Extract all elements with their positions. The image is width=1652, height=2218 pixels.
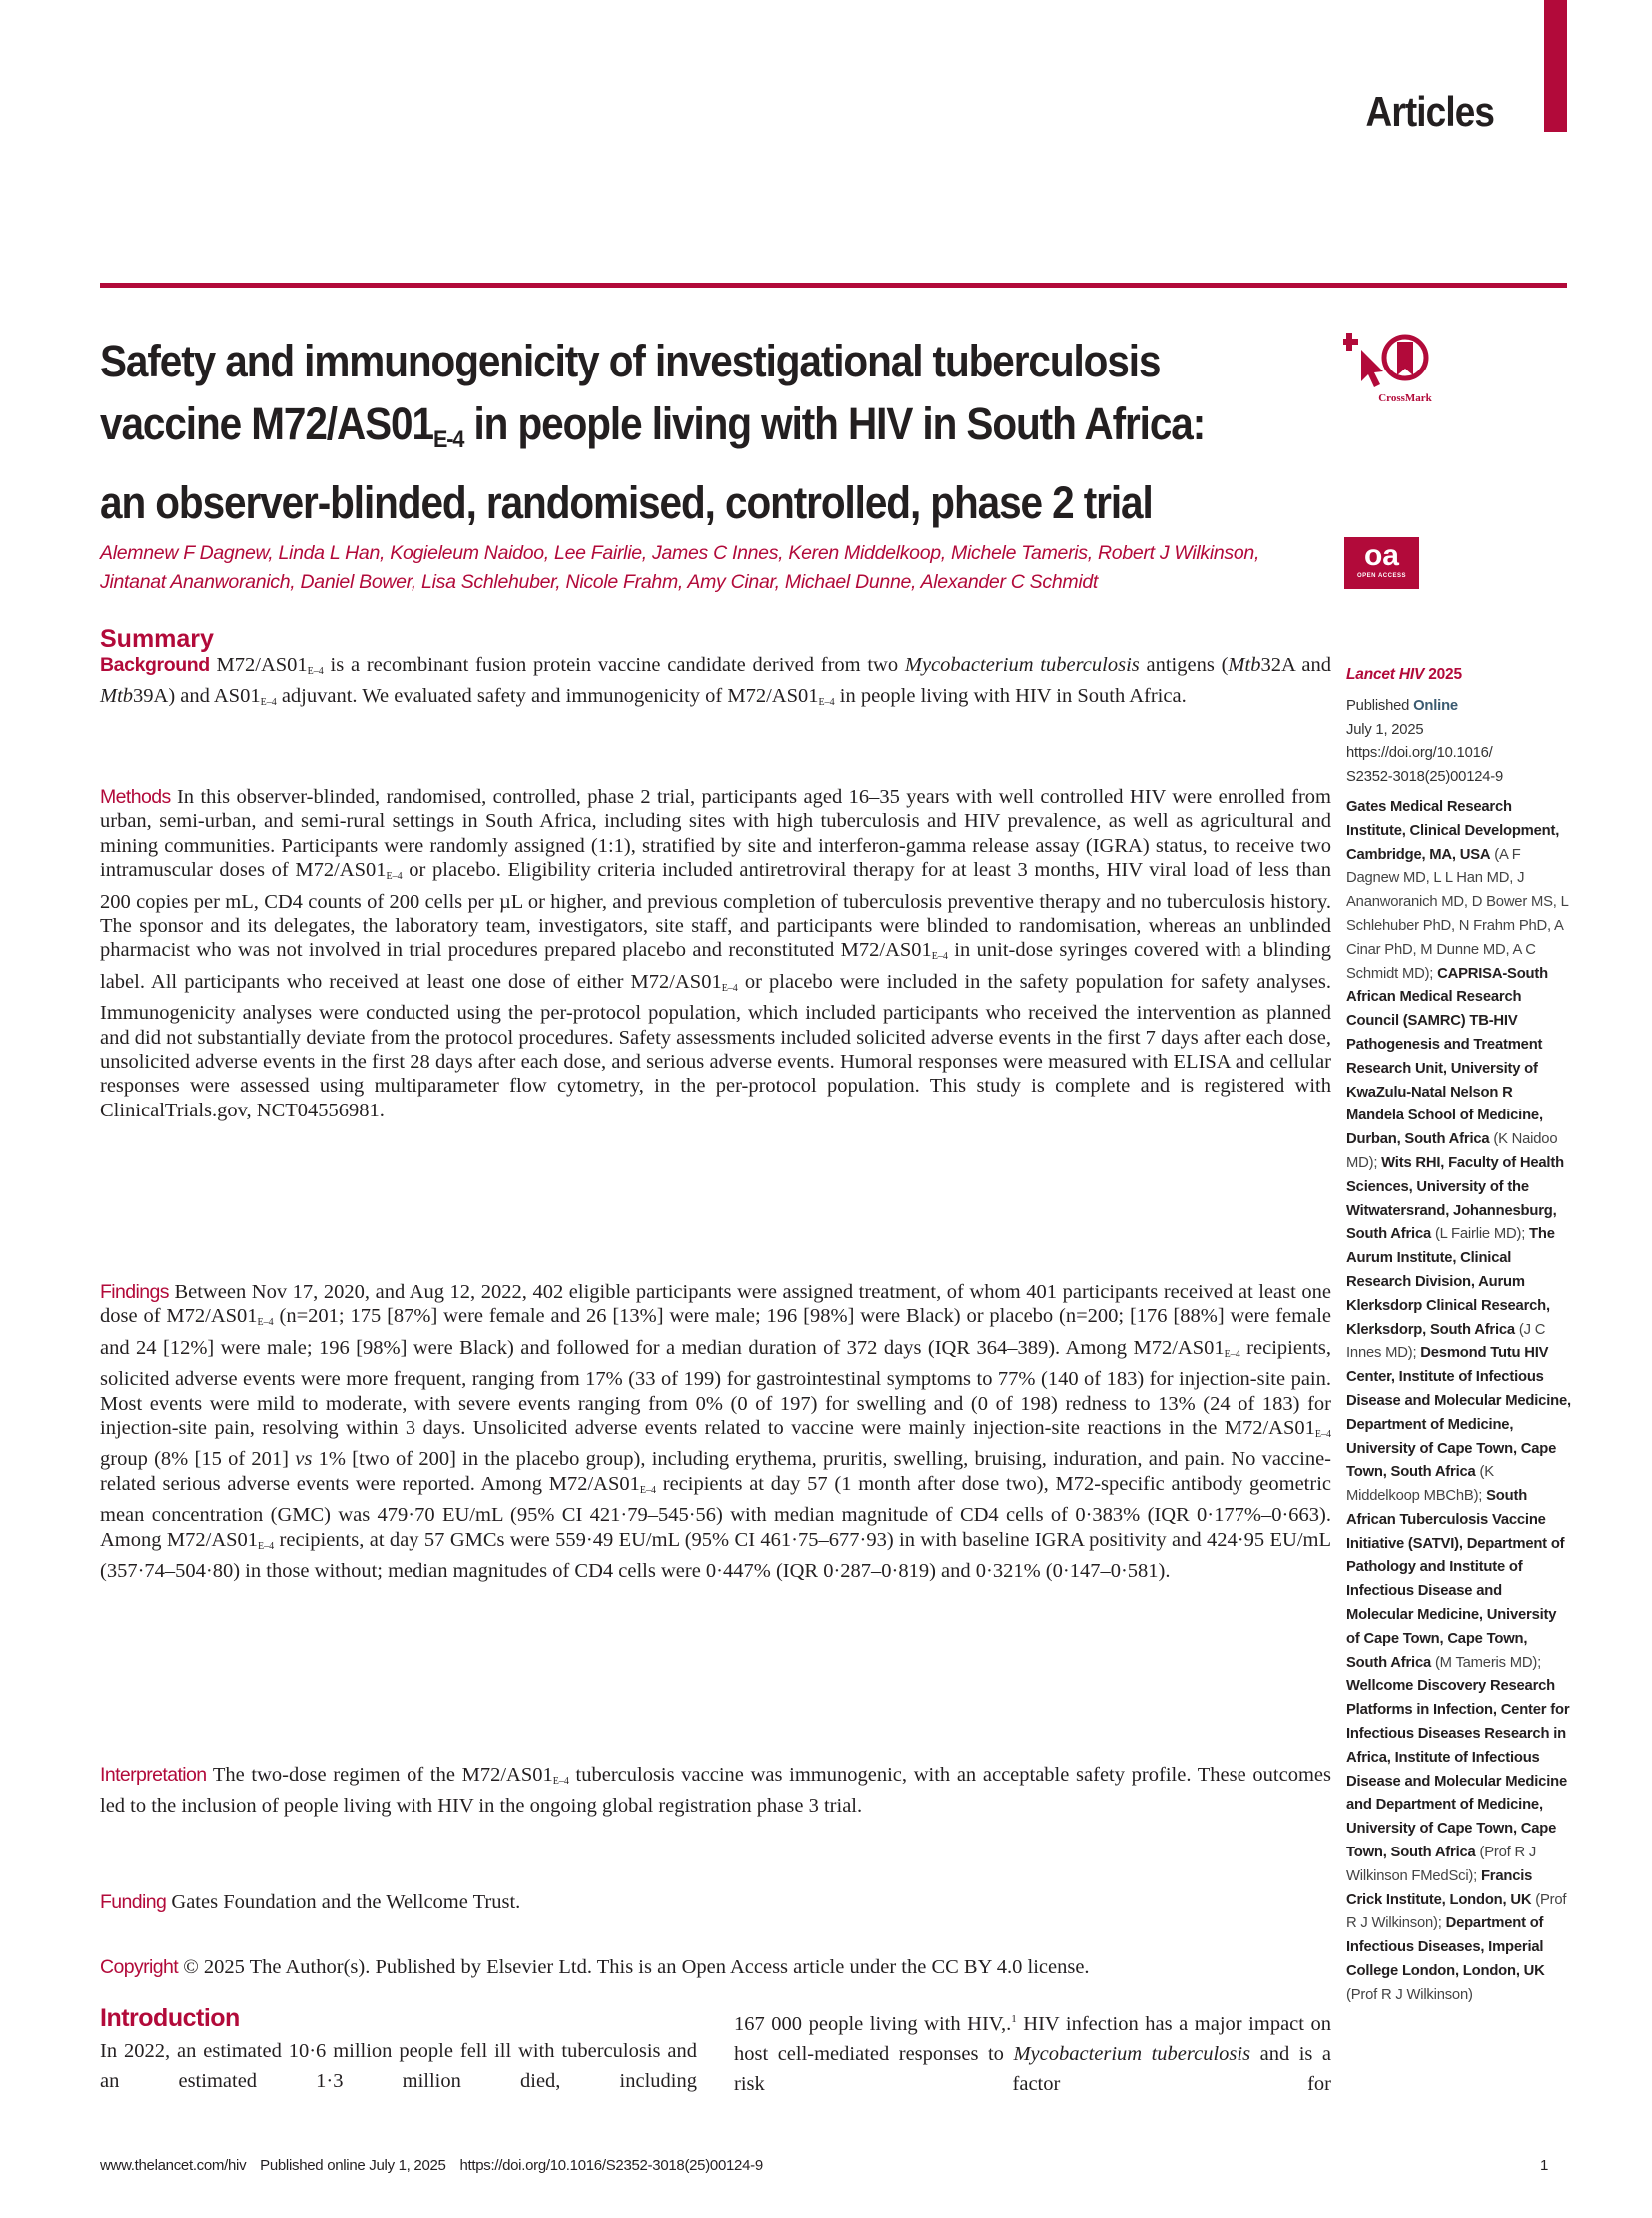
introduction-text-left: In 2022, an estimated 10·6 million people fell ill with tuberculosis and an estimated 1·3 million died, including — [100, 2040, 697, 2092]
crossmark-icon — [1343, 330, 1463, 409]
journal-website-link[interactable]: www.thelancet.com/hiv — [100, 2157, 247, 2174]
author-list: Alemnew F Dagnew, Linda L Han, Kogieleum Naidoo, Lee Fairlie, James C Innes, Keren Middelkoop, Michele Tameris, Robert J Wilkinson, Jintanat Ananworanich, Daniel Bower, Lisa Schlehuber, Nicole Frahm, Amy Cinar, Michael Dunne, Alexander C Schmidt — [100, 542, 1260, 593]
reference-link[interactable]: 1 — [1011, 2013, 1017, 2025]
article-title: Safety and immunogenicity of investigational tuberculosis vaccine $M72/AS01_{E-4}$ in people living with HIV in South Africa: an observer-blinded, randomised, controlled, phase 2 trial — [100, 336, 1206, 528]
affiliations: Gates Medical Research Institute, Clinical Development, Cambridge, MA, USA (A F Dagnew MD, L L Han MD, J Ananworanich MD, D Bower MS, L Schlehuber PhD, N Frahm PhD, A Cinar PhD, M Dunne MD, A C Schmidt MD); CAPRISA-South African Medical Research Council (SAMRC) TB-HIV Pathogenesis and Treatment Research Unit, University of KwaZulu-Natal Nelson R Mandela School of Medicine, Durban, South Africa (K Naidoo MD); Wits RHI, Faculty of Health Sciences, University of the Witwatersrand, Johannesburg, South Africa (L Fairlie MD); The Aurum Institute, Clinical Research Division, Aurum Klerksdorp Clinical Research, Klerksdorp, South Africa (J C Innes MD); Desmond Tutu HIV Center, Institute of Infectious Disease and Molecular Medicine, Department of Medicine, University of Cape Town, Cape Town, South Africa (K Middelkoop MBChB); South African Tuberculosis Vaccine Initiative (SATVI), Department of Pathology and Institute of Infectious Disease and Molecular Medicine, University of Cape Town, Cape Town, South Africa (M Tameris MD); Wellcome Discovery Research Platforms in Infection, Center for Infectious Diseases Research in Africa, Institute of Infectious Disease and Molecular Medicine and Department of Medicine, University of Cape Town, Cape Town, South Africa (Prof R J Wilkinson FMedSci); Francis Crick Institute, London, UK (Prof R J Wilkinson); Department of Infectious Diseases, Imperial College London, London, UK (Prof R J Wilkinson) — [1346, 798, 1571, 2003]
svg-text:CrossMark: CrossMark — [1378, 392, 1432, 404]
abstract-funding: Funding Gates Foundation and the Wellcome Trust. — [100, 1891, 521, 1913]
page-footer — [100, 2157, 1558, 2174]
abstract-copyright: Copyright © 2025 The Author(s). Published by Elsevier Ltd. This is an Open Access article under the CC BY 4.0 license. — [100, 1956, 1090, 1978]
journal-citation: Lancet HIV 2025 — [1346, 666, 1462, 683]
page-number: 1 — [1539, 2157, 1548, 2174]
introduction-heading: Introduction — [100, 2004, 240, 2032]
abstract-background: Background $M72/AS01_{E-4}$ is a recombinant fusion protein vaccine candidate derived from two Mycobacterium tuberculosis antigens (Mtb32A and Mtb39A) and $AS01_{E-4}$ adjuvant. We evaluated safety and immunogenicity of $M72/AS01_{E-4}$ in people living with HIV in South Africa. — [100, 654, 1331, 709]
abstract-findings: Findings Between Nov 17, 2020, and Aug 12, 2022, 402 eligible participants were assigned treatment, of whom 401 participants received at least one dose of $M72/AS01_{E-4}$ (n=201; 175 [87%] were female and 26 [13%] were male; 196 [98%] were Black) or placebo (n=200; [176 [88%] were female and 24 [12%] were male; 196 [98%] were Black) and followed for a median duration of 372 days (IQR 364–389). Among $M72/AS01_{E-4}$ recipients, solicited adverse events were more frequent, ranging from 17% (33 of 199) for gastrointestinal symptoms to 77% (140 of 183) for injection-site pain. Most events were mild to moderate, with severe events ranging from 0% (0 of 197) for swelling and (0 of 198) redness to 13% (24 of 183) for injection-site pain, resolving within 3 days. Unsolicited adverse events related to vaccine were mainly injection-site reactions in the $M72/AS01_{E-4}$ group (8% [15 of 201] vs 1% [two of 200] in the placebo group), including erythema, pruritis, swelling, bruising, induration, and pain. No vaccine-related serious adverse events were reported. Among $M72/AS01_{E-4}$ recipients at day 57 (1 month after dose two), M72-specific antibody geometric mean concentration (GMC) was 479·70 EU/mL (95% CI 421·79–545·56) with median magnitude of CD4 cells of 0·383% (IQR 0·177%–0·663). Among $M72/AS01_{E-4}$ recipients, at day 57 GMCs were 559·49 EU/mL (95% CI 461·75–677·93) in with baseline IGRA positivity and 424·95 EU/mL (357·74–504·80) in those without; median magnitudes of CD4 cells were 0·447% (IQR 0·287–0·819) and 0·321% (0·147–0·581). — [100, 1281, 1331, 1583]
section-color-tab — [1544, 0, 1567, 132]
section-label: Articles — [1365, 88, 1494, 135]
doi-link[interactable]: https://doi.org/10.1016/ S2352-3018(25)00124-9 — [1346, 745, 1504, 786]
summary-heading: Summary — [100, 625, 214, 653]
footer-doi-link[interactable]: https://doi.org/10.1016/S2352-3018(25)00124-9 — [459, 2157, 763, 2174]
crossmark-badge[interactable] — [1343, 330, 1463, 409]
open-access-badge: oa OPEN ACCESS — [1344, 537, 1419, 589]
article-sidebar — [1346, 663, 1571, 2008]
introduction-text-right: 167 000 people living with HIV,.$^1$ HIV infection has a major impact on host cell-mediated responses to Mycobacterium tuberculosis and is a risk factor for — [734, 2012, 1332, 2095]
open-access-icon: oa — [1363, 539, 1399, 572]
abstract-methods: Methods In this observer-blinded, randomised, controlled, phase 2 trial, participants aged 16–35 years with well controlled HIV were enrolled from urban, semi-urban, and semi-rural settings in South Africa, including sites with high tuberculosis and HIV prevalence, as well as agricultural and mining communities. Participants were randomly assigned (1:1), stratified by site and interferon-gamma release assay (IGRA) status, to receive two intramuscular doses of $M72/AS01_{E-4}$ or placebo. Eligibility criteria included antiretroviral therapy for at least 3 months, HIV viral load of less than 200 copies per mL, CD4 counts of 200 cells per µL or higher, and previous completion of tuberculosis preventive therapy and no tuberculosis history. The sponsor and its delegates, the laboratory team, investigators, site staff, and participants were blinded to randomisation, whereas an unblinded pharmacist who was not involved in trial procedures prepared placebo and reconstituted $M72/AS01_{E-4}$ in unit-dose syringes covered with a blinding label. All participants who received at least one dose of either $M72/AS01_{E-4}$ or placebo were included in the safety population for safety analyses. Immunogenicity analyses were conducted using the per-protocol population, which included participants who received the intervention as planned and did not substantially deviate from the protocol procedures. Safety assessments included solicited adverse events in the first 7 days after each dose, unsolicited adverse events in the first 28 days after each dose, and serious adverse events. Humoral responses were measured with ELISA and cellular responses were assessed using multiparameter flow cytometry, in the per-protocol population. This study is complete and is registered with ClinicalTrials.gov, NCT04556981. — [100, 786, 1331, 1121]
footer-published: Published online July 1, 2025 — [260, 2157, 446, 2174]
publication-info: Published Online July 1, 2025 https://doi.org/10.1016/ S2352-3018(25)00124-9 — [1346, 697, 1504, 786]
header-rule — [100, 283, 1567, 288]
abstract-interpretation: Interpretation The two-dose regimen of the $M72/AS01_{E-4}$ tuberculosis vaccine was immunogenic, with an acceptable safety profile. These outcomes led to the inclusion of people living with HIV in the ongoing global registration phase 3 trial. — [100, 1764, 1331, 1818]
